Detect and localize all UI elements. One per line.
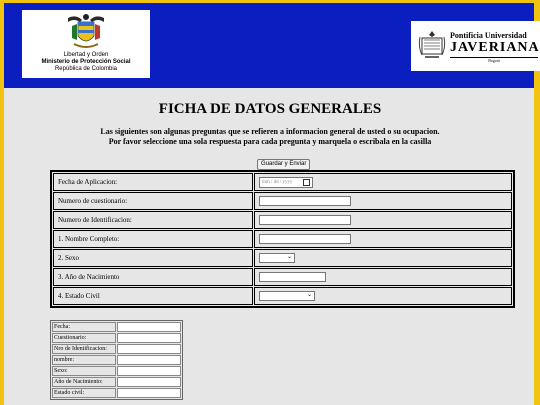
instructions-line1: Las siguientes son algunas preguntas que se refieren a informacion general de usted o su ocupacion. <box>100 127 440 136</box>
id-number-label: Numero de Identificacion: <box>53 211 253 229</box>
ministry-country: República de Colombia <box>54 66 118 72</box>
university-seal-icon <box>417 29 447 61</box>
birth-year-cell <box>254 268 512 286</box>
summary-row <box>52 322 181 332</box>
id-number-cell <box>254 211 512 229</box>
chevron-down-icon: ⌄ <box>306 292 312 298</box>
general-data-form <box>50 170 515 308</box>
save-and-send-button[interactable]: Guardar y Enviar <box>257 159 310 170</box>
instructions-line2: Por favor seleccione una sola respuesta para cada pregunta y marquela o escribala en la casilla <box>108 137 432 146</box>
summary-table <box>50 320 183 400</box>
university-logo <box>411 21 540 71</box>
id-number-input[interactable] <box>259 215 351 225</box>
form-row <box>53 192 512 210</box>
full-name-cell <box>254 230 512 248</box>
marital-status-label: 4. Estado Civil <box>53 287 253 305</box>
form-row <box>53 268 512 286</box>
form-row <box>53 287 512 305</box>
date-placeholder: mm / dd / yyyy <box>262 179 293 185</box>
university-name: JAVERIANA <box>450 40 540 55</box>
questionnaire-number-cell <box>254 192 512 210</box>
university-city: Bogotá <box>450 57 538 64</box>
summary-row <box>52 388 181 398</box>
instructions <box>0 127 540 147</box>
summary-label: Cuestionario: <box>52 333 116 343</box>
birth-year-input[interactable] <box>259 272 326 282</box>
full-name-label: 1. Nombre Completo: <box>53 230 253 248</box>
summary-row <box>52 377 181 387</box>
ministry-name: Ministerio de Protección Social <box>41 59 131 65</box>
calendar-icon[interactable] <box>303 179 310 186</box>
ministry-motto: Libertad y Orden <box>63 52 109 58</box>
sex-cell <box>254 249 512 267</box>
birth-year-label: 3. Año de Nacimiento <box>53 268 253 286</box>
questionnaire-number-input[interactable] <box>259 196 351 206</box>
university-line1: Pontificia Universidad <box>450 31 527 40</box>
date-label: Fecha de Aplicacion: <box>53 173 253 191</box>
summary-label: Año de Nacimiento: <box>52 377 116 387</box>
summary-value[interactable] <box>117 366 181 376</box>
summary-label: Sexo: <box>52 366 116 376</box>
summary-row <box>52 355 181 365</box>
marital-status-select[interactable] <box>259 291 315 301</box>
summary-label: Nro de Identificacion: <box>52 344 116 354</box>
header-banner <box>4 3 540 88</box>
date-input[interactable] <box>259 177 313 188</box>
summary-value[interactable] <box>117 322 181 332</box>
page-title: FICHA DE DATOS GENERALES <box>158 101 382 117</box>
sex-label: 2. Sexo <box>53 249 253 267</box>
summary-row <box>52 333 181 343</box>
marital-status-cell <box>254 287 512 305</box>
summary-label: nombre: <box>52 355 116 365</box>
form-row <box>53 249 512 267</box>
summary-value[interactable] <box>117 355 181 365</box>
form-row <box>53 173 512 191</box>
date-cell <box>254 173 512 191</box>
summary-value[interactable] <box>117 333 181 343</box>
questionnaire-number-label: Numero de cuestionario: <box>53 192 253 210</box>
summary-row <box>52 366 181 376</box>
summary-value[interactable] <box>117 344 181 354</box>
summary-label: Fecha: <box>52 322 116 332</box>
form-row <box>53 211 512 229</box>
ministry-logo <box>22 10 150 78</box>
summary-value[interactable] <box>117 377 181 387</box>
form-row <box>53 230 512 248</box>
summary-row <box>52 344 181 354</box>
full-name-input[interactable] <box>259 234 351 244</box>
summary-label: Estado civil: <box>52 388 116 398</box>
chevron-down-icon: ⌄ <box>286 254 292 260</box>
sex-select[interactable] <box>259 253 295 263</box>
coat-of-arms-icon <box>62 12 110 52</box>
summary-value[interactable] <box>117 388 181 398</box>
